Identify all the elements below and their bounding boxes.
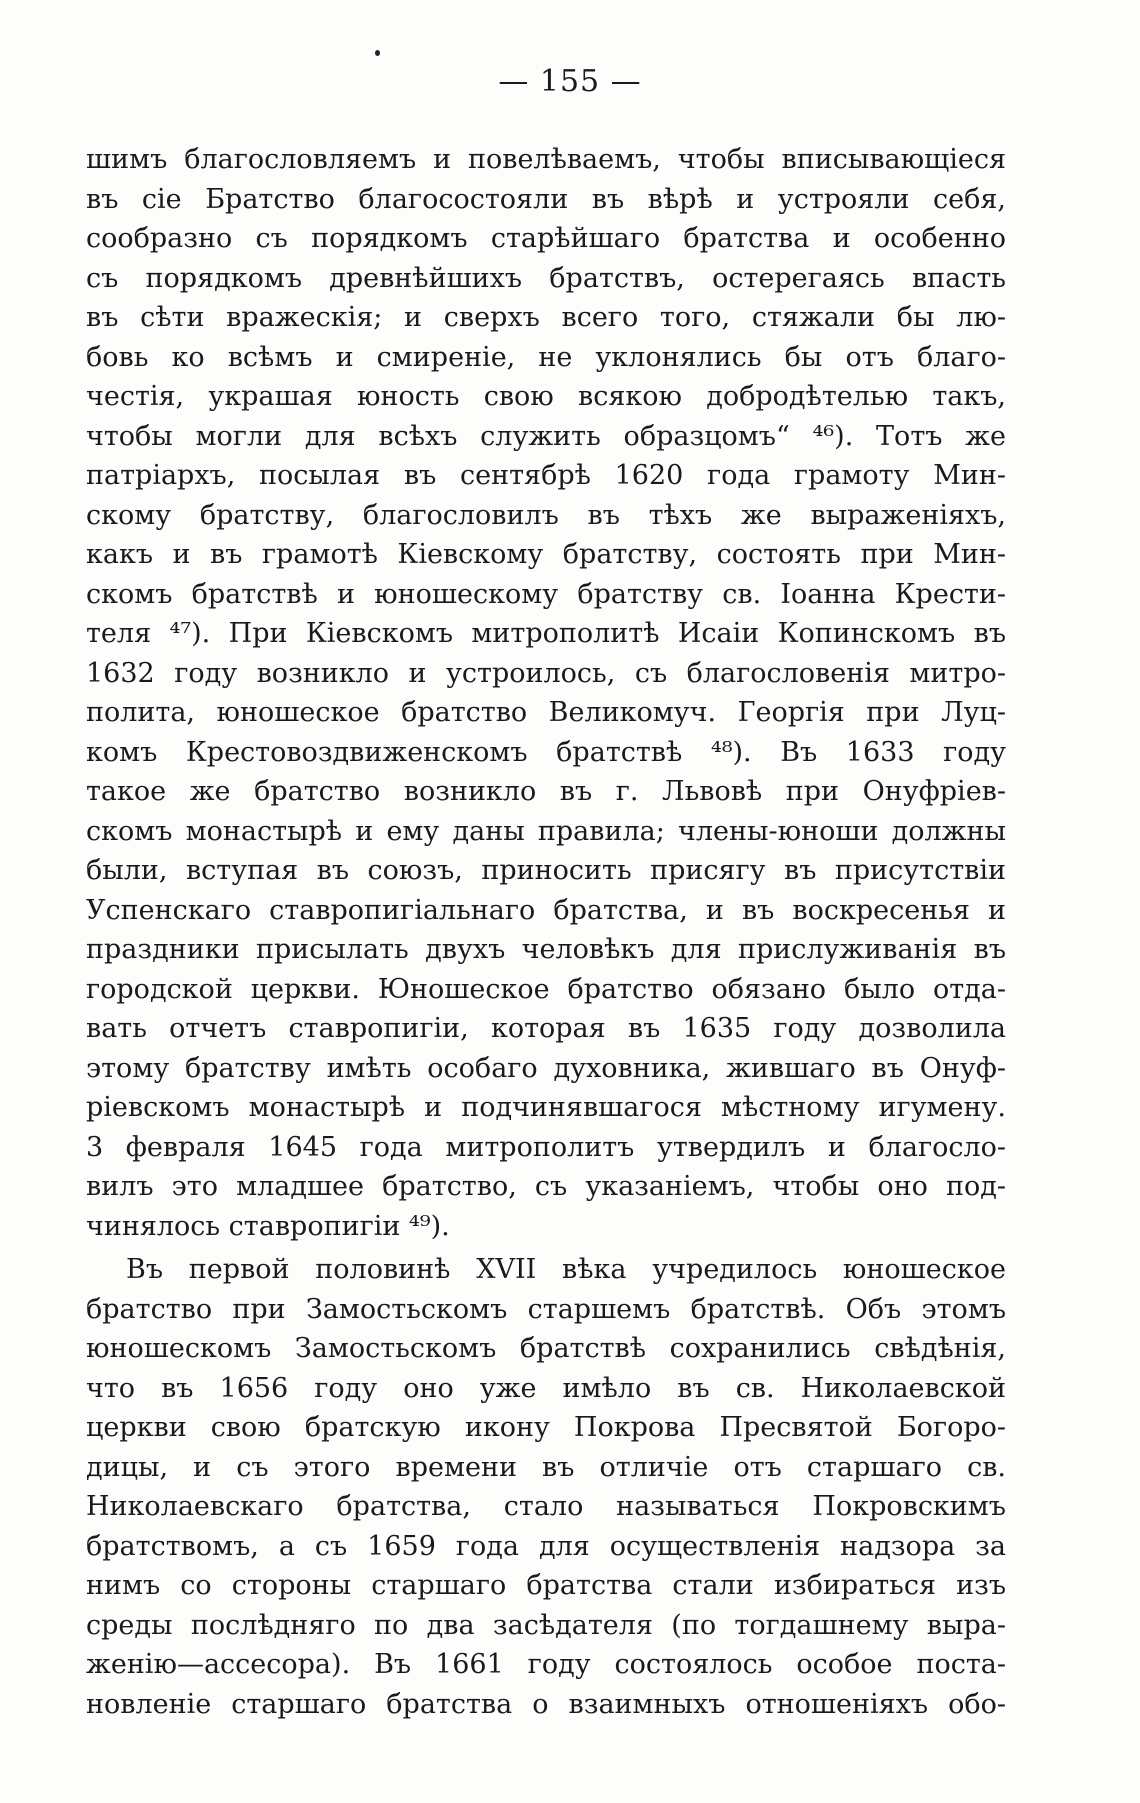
text-line: городской церкви. Юношеское братство обязано было отда- <box>86 973 1006 1005</box>
text-line: вать отчетъ ставропигіи, которая въ 1635 году дозволила <box>86 1013 1006 1044</box>
text-line: бовь ко всѣмъ и смиреніе, не уклонялись бы отъ благо- <box>86 341 1006 373</box>
text-line: въ сѣти вражескія; и сверхъ всего того, стяжали бы лю- <box>86 302 1006 333</box>
text-line: такое же братство возникло въ г. Львовѣ при Онуфріев- <box>86 776 1006 807</box>
text-line: Николаевскаго братства, стало называться Покровскимъ <box>86 1491 1006 1522</box>
ink-speck <box>375 50 380 56</box>
text-line: чтобы могли для всѣхъ служить образцомъ“ ⁴⁶). Тотъ же <box>86 420 1006 452</box>
text-line: юношескомъ Замостьскомъ братствѣ сохранились свѣдѣнія, <box>86 1333 1006 1364</box>
text-line: шимъ благословляемъ и повелѣваемъ, чтобы вписывающіеся <box>86 144 1006 175</box>
text-line: братствомъ, а съ 1659 года для осуществленія надзора за <box>86 1530 1006 1562</box>
text-line: скому братству, благословилъ въ тѣхъ же выраженіяхъ, <box>86 499 1006 531</box>
text-line: теля ⁴⁷). При Кіевскомъ митрополитѣ Исаіи Копинскомъ въ <box>86 618 1006 649</box>
text-line: что въ 1656 году оно уже имѣло въ св. Николаевской <box>86 1372 1006 1404</box>
text-line: вилъ это младшее братство, съ указаніемъ, чтобы оно под- <box>86 1171 1006 1202</box>
text-line: патріархъ, посылая въ сентябрѣ 1620 года грамоту Мин- <box>86 460 1006 491</box>
text-line: церкви свою братскую икону Покрова Пресвятой Богоро- <box>86 1412 1006 1443</box>
body-text <box>86 140 1006 1724</box>
text-line: 1632 году возникло и устроилось, съ благословенія митро- <box>86 657 1006 689</box>
text-line: сообразно съ порядкомъ старѣйшаго братства и особенно <box>86 223 1006 254</box>
page-number: — 155 — <box>498 64 642 99</box>
paragraph-1 <box>86 140 1006 1246</box>
text-line: ріевскомъ монастырѣ и подчинявшагося мѣстному игумену. <box>86 1092 1006 1123</box>
text-line: чинялось ставропигіи ⁴⁹). <box>86 1210 450 1242</box>
text-line: среды послѣдняго по два засѣдателя (по тогдашнему выра- <box>86 1609 1006 1641</box>
text-line: комъ Крестовоздвиженскомъ братствѣ ⁴⁸). Въ 1633 году <box>86 736 1006 768</box>
text-line: полита, юношеское братство Великомуч. Георгія при Луц- <box>86 697 1006 728</box>
text-line: новленіе старшаго братства о взаимныхъ отношеніяхъ обо- <box>86 1688 1006 1720</box>
text-line: въ сіе Братство благосостояли въ вѣрѣ и устрояли себя, <box>86 183 1006 215</box>
text-line: съ порядкомъ древнѣйшихъ братствъ, остерегаясь впасть <box>86 262 1006 294</box>
paragraph-2 <box>86 1250 1006 1724</box>
text-line: Успенскаго ставропигіальнаго братства, и въ воскресенья и <box>86 894 1006 926</box>
text-line: 3 февраля 1645 года митрополитъ утвердилъ и благосло- <box>86 1131 1006 1163</box>
text-line: были, вступая въ союзъ, приносить присягу въ присутствіи <box>86 855 1006 886</box>
text-line: дицы, и съ этого времени въ отличіе отъ старшаго св. <box>86 1451 1006 1483</box>
text-line: скомъ монастырѣ и ему даны правила; члены-юноши должны <box>86 815 1006 847</box>
text-line: скомъ братствѣ и юношескому братству св. Іоанна Крести- <box>86 578 1006 610</box>
text-line: какъ и въ грамотѣ Кіевскому братству, состоять при Мин- <box>86 539 1006 570</box>
text-line: нимъ со стороны старшаго братства стали избираться изъ <box>86 1570 1006 1601</box>
text-line: честія, украшая юность свою всякою добродѣтелью такъ, <box>86 381 1006 412</box>
text-line: братство при Замостьскомъ старшемъ братствѣ. Объ этомъ <box>86 1293 1006 1325</box>
text-line: этому братству имѣть особаго духовника, жившаго въ Онуф- <box>86 1052 1006 1084</box>
text-line: Въ первой половинѣ XVII вѣка учредилось юношеское <box>126 1254 1006 1285</box>
text-line: женію—ассесора). Въ 1661 году состоялось особое поста- <box>86 1649 1006 1680</box>
text-line: праздники присылать двухъ человѣкъ для прислуживанія въ <box>86 934 1006 965</box>
